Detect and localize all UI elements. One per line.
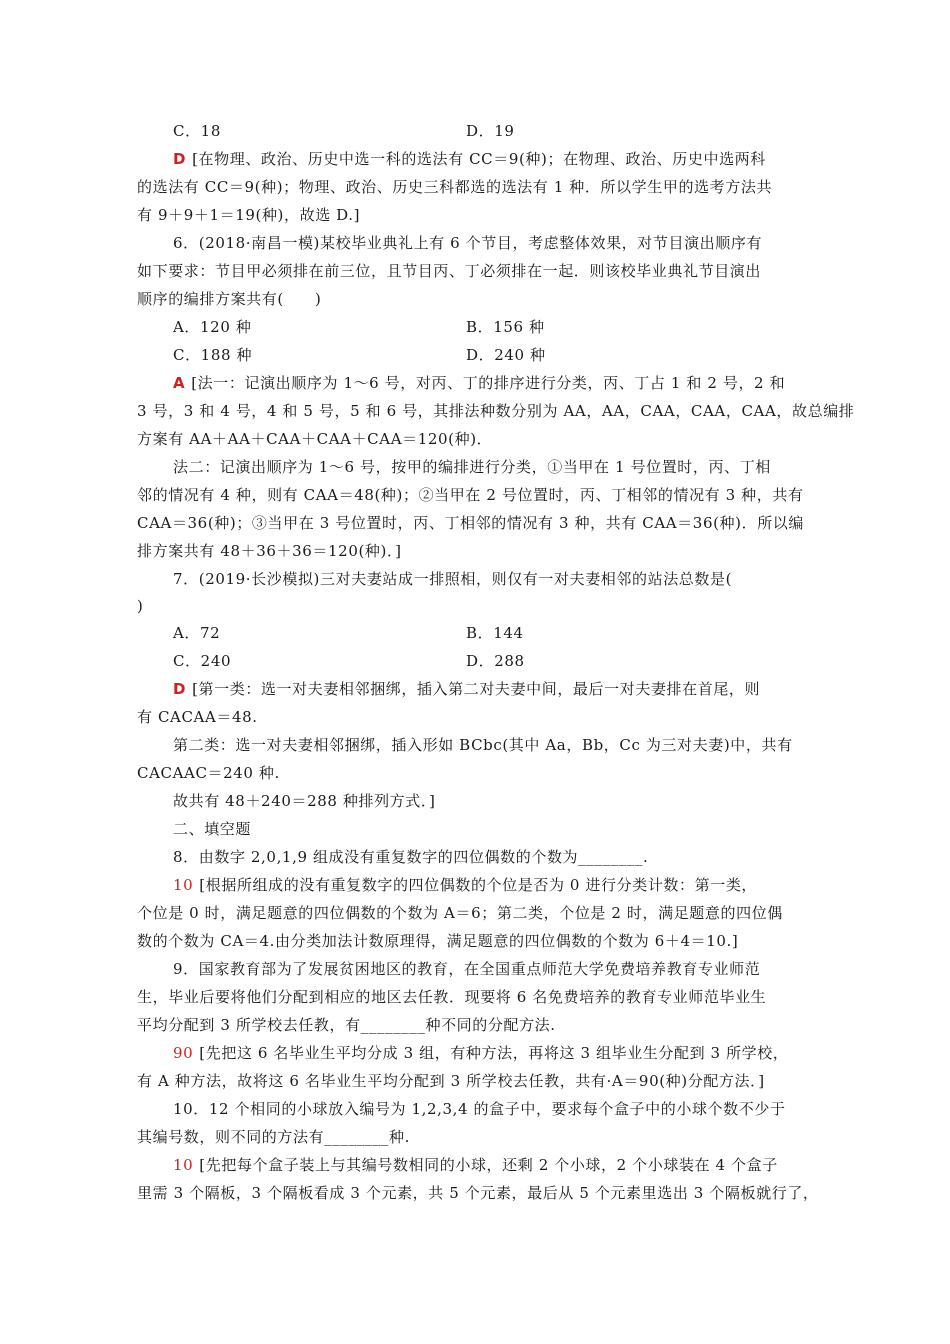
q10-solution-line <box>173 1155 778 1175</box>
q6-stem: 顺序的编排方案共有( ) <box>137 290 322 308</box>
q6-option-a: A．120 种 <box>173 318 252 336</box>
q7-solution-line: 第二类：选一对夫妻相邻捆绑，插入形如 BCbc(其中 Aa，Bb，Cc 为三对夫妻)中，共有 <box>173 736 793 754</box>
q6-option-c: C．188 种 <box>173 346 253 364</box>
q9-stem: 生，毕业后要将他们分配到相应的地区去任教．现要将 6 名免费培养的教育专业师范毕业生 <box>137 988 767 1006</box>
q7-solution-line: CACAAC＝240 种. <box>137 764 280 782</box>
q8-answer: 10 <box>173 876 194 894</box>
q7-option-a: A．72 <box>173 624 221 642</box>
q7-option-b: B．144 <box>466 624 524 642</box>
q6-solution-line <box>173 373 785 393</box>
q5-solution-line: 有 9＋9＋1＝19(种)，故选 D.] <box>137 206 361 224</box>
q6-stem: 如下要求：节目甲必须排在前三位，且节目丙、丁必须排在一起．则该校毕业典礼节目演出 <box>137 262 762 280</box>
q5-solution-line: 的选法有 CC＝9(种)；物理、政治、历史三科都选的选法有 1 种．所以学生甲的选考方法共 <box>137 178 773 196</box>
q9-solution-line <box>173 1043 788 1063</box>
q8-solution-line <box>173 875 757 895</box>
q9-stem: 9．国家教育部为了发展贫困地区的教育，在全国重点师范大学免费培养教育专业师范 <box>173 960 761 978</box>
q7-solution-line: 有 CACAA＝48. <box>137 708 258 726</box>
q6-solution-line: 排方案共有 48＋36＋36＝120(种)．] <box>137 542 402 560</box>
q7-option-d: D．288 <box>466 652 525 670</box>
q9-solution-text: [先把这 6 名毕业生平均分成 3 组，有种方法，再将这 3 组毕业生分配到 3 所学校， <box>199 1044 789 1062</box>
q7-solution-line <box>173 679 760 699</box>
q7-stem: ) <box>137 597 144 615</box>
q9-stem: 平均分配到 3 所学校去任教，有________种不同的分配方法. <box>137 1016 556 1034</box>
section-heading: 二、填空题 <box>173 820 252 838</box>
q6-option-b: B．156 种 <box>466 318 545 336</box>
q10-solution-line: 里需 3 个隔板，3 个隔板看成 3 个元素，共 5 个元素，最后从 5 个元素里选出 3 个隔板就行了， <box>137 1184 819 1202</box>
q7-option-c: C．240 <box>173 652 232 670</box>
q9-solution-line: 有 A 种方法，故将这 6 名毕业生平均分配到 3 所学校去任教，共有·A＝90(种)分配方法．] <box>137 1072 765 1090</box>
q6-solution-line: 方案有 AA＋AA＋CAA＋CAA＋CAA＝120(种)． <box>137 430 493 448</box>
q10-solution-text: [先把每个盒子装上与其编号数相同的小球，还剩 2 个小球，2 个小球装在 4 个盒子 <box>199 1156 778 1174</box>
q6-answer: A <box>173 374 186 392</box>
q5-answer: D <box>173 150 187 168</box>
q5-option-d: D．19 <box>466 122 515 140</box>
q5-option-c: C．18 <box>173 122 221 140</box>
q8-solution-line: 个位是 0 时，满足题意的四位偶数的个数为 A＝6；第二类，个位是 2 时，满足题意的四位偶 <box>137 904 783 922</box>
q8-stem: 8．由数字 2,0,1,9 组成没有重复数字的四位偶数的个数为________. <box>173 848 649 866</box>
q6-option-d: D．240 种 <box>466 346 546 364</box>
q10-answer: 10 <box>173 1156 194 1174</box>
q6-solution-line: 邻的情况有 4 种，则有 CAA＝48(种)；②当甲在 2 号位置时，丙、丁相邻的情况有 3 种，共有 <box>137 486 804 504</box>
q5-solution-line <box>173 149 766 169</box>
q7-solution-line: 故共有 48＋240＝288 种排列方式．] <box>173 792 436 810</box>
q7-solution-text: [第一类：选一对夫妻相邻捆绑，插入第二对夫妻中间，最后一对夫妻排在首尾，则 <box>192 680 761 698</box>
q6-solution-line: CAA＝36(种)；③当甲在 3 号位置时，丙、丁相邻的情况有 3 种，共有 CAA＝36(种)．所以编 <box>137 514 804 532</box>
q6-solution-text: [法一：记演出顺序为 1～6 号，对丙、丁的排序进行分类，丙、丁占 1 和 2 号，2 和 <box>191 374 786 392</box>
q6-stem: 6．(2018·南昌一模)某校毕业典礼上有 6 个节目，考虑整体效果，对节目演出顺序有 <box>173 234 763 252</box>
q9-answer: 90 <box>173 1044 194 1062</box>
q8-solution-text: [根据所组成的没有重复数字的四位偶数的个位是否为 0 进行分类计数：第一类， <box>199 876 758 894</box>
q8-solution-line: 数的个数为 CA＝4.由分类加法计数原理得，满足题意的四位偶数的个数为 6＋4＝10.] <box>137 932 739 950</box>
q7-stem: 7．(2019·长沙模拟)三对夫妻站成一排照相，则仅有一对夫妻相邻的站法总数是( <box>173 570 733 588</box>
q7-answer: D <box>173 680 187 698</box>
q6-solution-line: 3 号，3 和 4 号，4 和 5 号，5 和 6 号，其排法种数分别为 AA，AA，CAA，CAA，CAA，故总编排 <box>137 402 855 420</box>
q6-solution-line: 法二：记演出顺序为 1～6 号，按甲的编排进行分类，①当甲在 1 号位置时，丙、丁相 <box>173 458 771 476</box>
q10-stem: 其编号数，则不同的方法有________种. <box>137 1128 410 1146</box>
q5-solution-text: [在物理、政治、历史中选一科的选法有 CC＝9(种)；在物理、政治、历史中选两科 <box>192 150 766 168</box>
q10-stem: 10．12 个相同的小球放入编号为 1,2,3,4 的盒子中，要求每个盒子中的小球个数不少于 <box>173 1100 786 1118</box>
